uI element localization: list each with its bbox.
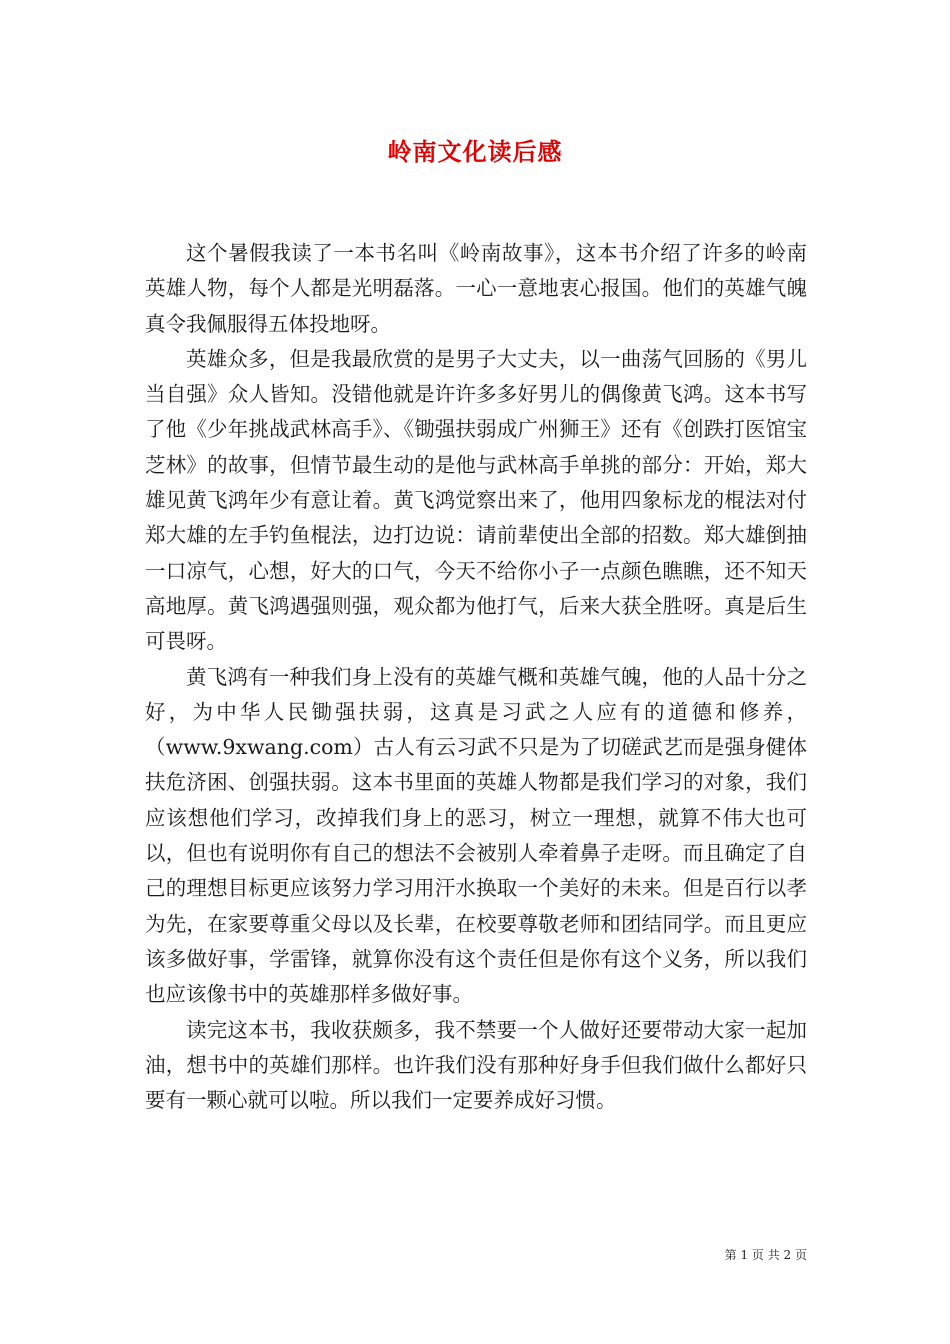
paragraph-1: 这个暑假我读了一本书名叫《岭南故事》，这本书介绍了许多的岭南英雄人物，每个人都是光明磊落。一心一意地衷心报国。他们的英雄气魄真令我佩服得五体投地呀。 xyxy=(145,241,807,336)
paragraph-4: 读完这本书，我收获颇多，我不禁要一个人做好还要带动大家一起加油，想书中的英雄们那样。也许我们没有那种好身手但我们做什么都好只要有一颗心就可以啦。所以我们一定要养成好习惯。 xyxy=(145,1017,807,1113)
paragraph-3: 黄飞鸿有一种我们身上没有的英雄气概和英雄气魄，他的人品十分之好，为中华人民锄强扶弱，这真是习武之人应有的道德和修养，（www.9xwang.com）古人有云习武不只是为了切磋武艺而是强身健体扶危济困、创强扶弱。这本书里面的英雄人物都是我们学习的对象，我们应该想他们学习，改掉我们身上的恶习，树立一理想，就算不伟大也可以，但也有说明你有自己的想法不会被别人牵着鼻子走呀。而且确定了自己的理想目标更应该努力学习用汗水换取一个美好的未来。但是百行以孝为先，在家要尊重父母以及长辈，在校要尊敬老师和团结同学。而且更应该多做好事，学雷锋，就算你没有这个责任但是你有这个义务，所以我们也应该像书中的英雄那样多做好事。 xyxy=(145,664,807,1007)
paragraph-2: 英雄众多，但是我最欣赏的是男子大丈夫，以一曲荡气回肠的《男儿当自强》众人皆知。没错他就是许许多多好男儿的偶像黄飞鸿。这本书写了他《少年挑战武林高手》、《锄强扶弱成广州狮王》还有《创跌打医馆宝芝林》的故事，但情节最生动的是他与武林高手单挑的部分：开始，郑大雄见黄飞鸿年少有意让着。黄飞鸿觉察出来了，他用四象标龙的棍法对付郑大雄的左手钓鱼棍法，边打边说：请前辈使出全部的招数。郑大雄倒抽一口凉气，心想，好大的口气，今天不给你小子一点颜色瞧瞧，还不知天高地厚。黄飞鸿遇强则强，观众都为他打气，后来大获全胜呀。真是后生可畏呀。 xyxy=(145,346,807,654)
page-number-footer: 第 1 页 共 2 页 xyxy=(724,1248,807,1262)
document-title: 岭南文化读后感 xyxy=(387,137,563,166)
document-body xyxy=(145,236,807,1118)
